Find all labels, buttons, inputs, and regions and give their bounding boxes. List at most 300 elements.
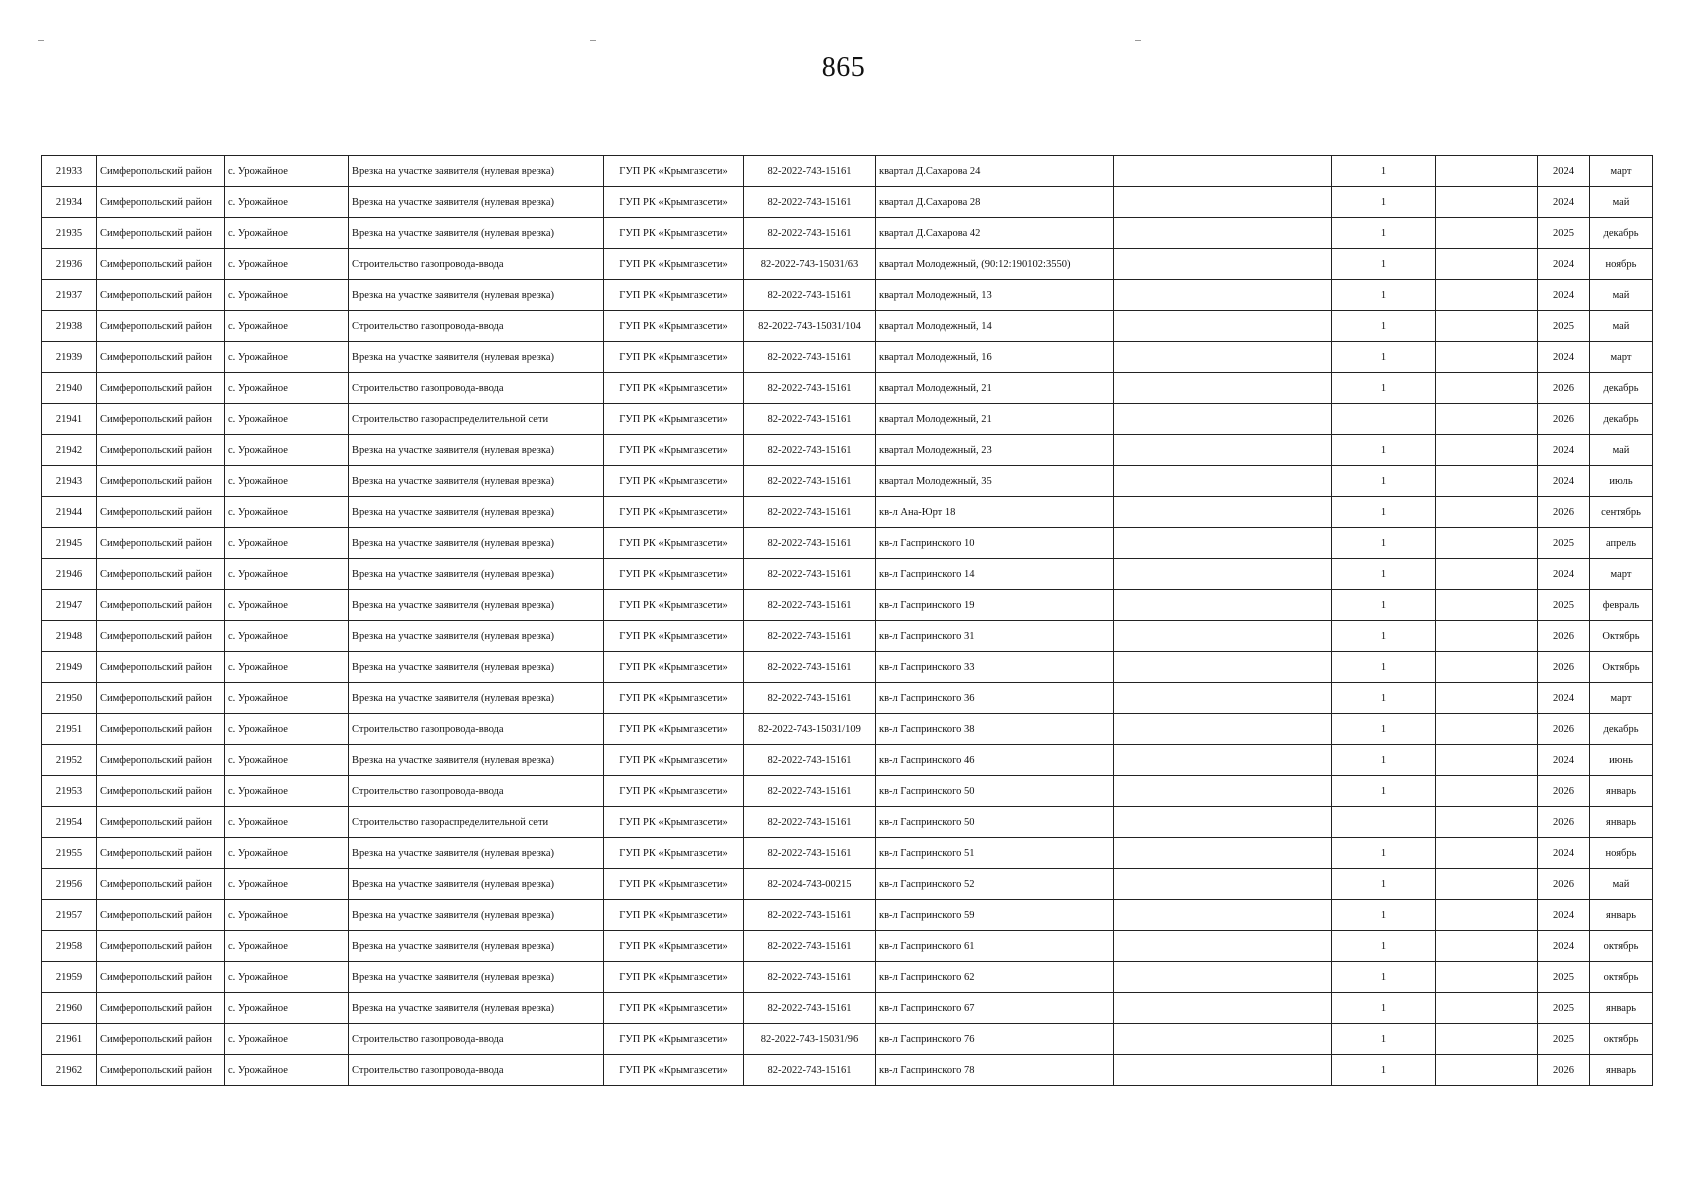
table-row (42, 993, 1653, 1024)
district-cell: Симферопольский район (97, 435, 225, 466)
organization-cell: ГУП РК «Крымгазсети» (604, 590, 744, 621)
address-cell: квартал Д.Сахарова 24 (876, 156, 1114, 187)
row-number: 21957 (42, 900, 97, 931)
quantity-cell: 1 (1332, 714, 1436, 745)
year-cell: 2026 (1538, 807, 1590, 838)
address-cell: кв-л Гаспринского 46 (876, 745, 1114, 776)
row-number: 21945 (42, 528, 97, 559)
address-cell: кв-л Гаспринского 50 (876, 776, 1114, 807)
year-cell: 2025 (1538, 962, 1590, 993)
quantity-cell: 1 (1332, 497, 1436, 528)
organization-cell: ГУП РК «Крымгазсети» (604, 807, 744, 838)
organization-cell: ГУП РК «Крымгазсети» (604, 218, 744, 249)
empty-cell (1436, 900, 1538, 931)
program-code-cell: 82-2022-743-15161 (744, 590, 876, 621)
empty-cell (1114, 590, 1332, 621)
village-cell: с. Урожайное (225, 373, 349, 404)
program-code-cell: 82-2022-743-15161 (744, 900, 876, 931)
address-cell: кв-л Гаспринского 76 (876, 1024, 1114, 1055)
district-cell: Симферопольский район (97, 745, 225, 776)
year-cell: 2025 (1538, 1024, 1590, 1055)
quantity-cell (1332, 404, 1436, 435)
district-cell: Симферопольский район (97, 528, 225, 559)
row-number: 21940 (42, 373, 97, 404)
work-type-cell: Врезка на участке заявителя (нулевая врезка) (349, 621, 604, 652)
organization-cell: ГУП РК «Крымгазсети» (604, 404, 744, 435)
district-cell: Симферопольский район (97, 652, 225, 683)
table-row (42, 1024, 1653, 1055)
organization-cell: ГУП РК «Крымгазсети» (604, 280, 744, 311)
empty-cell (1436, 590, 1538, 621)
year-cell: 2026 (1538, 404, 1590, 435)
table-body (42, 156, 1653, 1086)
year-cell: 2024 (1538, 838, 1590, 869)
empty-cell (1114, 342, 1332, 373)
district-cell: Симферопольский район (97, 714, 225, 745)
empty-cell (1114, 745, 1332, 776)
row-number: 21938 (42, 311, 97, 342)
year-cell: 2025 (1538, 993, 1590, 1024)
program-code-cell: 82-2022-743-15161 (744, 435, 876, 466)
quantity-cell: 1 (1332, 373, 1436, 404)
month-cell: январь (1590, 807, 1653, 838)
village-cell: с. Урожайное (225, 1055, 349, 1086)
district-cell: Симферопольский район (97, 993, 225, 1024)
empty-cell (1114, 621, 1332, 652)
scan-speck (38, 40, 44, 41)
address-cell: квартал Молодежный, 21 (876, 404, 1114, 435)
village-cell: с. Урожайное (225, 621, 349, 652)
empty-cell (1436, 931, 1538, 962)
address-cell: кв-л Гаспринского 62 (876, 962, 1114, 993)
month-cell: декабрь (1590, 404, 1653, 435)
district-cell: Симферопольский район (97, 590, 225, 621)
district-cell: Симферопольский район (97, 218, 225, 249)
address-cell: кв-л Гаспринского 38 (876, 714, 1114, 745)
organization-cell: ГУП РК «Крымгазсети» (604, 497, 744, 528)
work-type-cell: Врезка на участке заявителя (нулевая врезка) (349, 683, 604, 714)
table-row (42, 621, 1653, 652)
work-type-cell: Врезка на участке заявителя (нулевая врезка) (349, 528, 604, 559)
row-number: 21948 (42, 621, 97, 652)
quantity-cell: 1 (1332, 993, 1436, 1024)
work-type-cell: Строительство газопровода-ввода (349, 714, 604, 745)
year-cell: 2026 (1538, 497, 1590, 528)
empty-cell (1114, 435, 1332, 466)
registry-table (41, 155, 1653, 1086)
village-cell: с. Урожайное (225, 745, 349, 776)
district-cell: Симферопольский район (97, 280, 225, 311)
year-cell: 2024 (1538, 249, 1590, 280)
program-code-cell: 82-2022-743-15161 (744, 683, 876, 714)
program-code-cell: 82-2022-743-15161 (744, 931, 876, 962)
village-cell: с. Урожайное (225, 838, 349, 869)
year-cell: 2024 (1538, 280, 1590, 311)
work-type-cell: Врезка на участке заявителя (нулевая врезка) (349, 745, 604, 776)
work-type-cell: Строительство газораспределительной сети (349, 404, 604, 435)
district-cell: Симферопольский район (97, 869, 225, 900)
month-cell: март (1590, 559, 1653, 590)
row-number: 21935 (42, 218, 97, 249)
program-code-cell: 82-2022-743-15161 (744, 745, 876, 776)
address-cell: кв-л Гаспринского 31 (876, 621, 1114, 652)
empty-cell (1436, 652, 1538, 683)
organization-cell: ГУП РК «Крымгазсети» (604, 900, 744, 931)
month-cell: Октябрь (1590, 621, 1653, 652)
table-row (42, 528, 1653, 559)
work-type-cell: Врезка на участке заявителя (нулевая врезка) (349, 218, 604, 249)
empty-cell (1436, 156, 1538, 187)
table-row (42, 869, 1653, 900)
program-code-cell: 82-2022-743-15031/96 (744, 1024, 876, 1055)
district-cell: Симферопольский район (97, 497, 225, 528)
work-type-cell: Строительство газопровода-ввода (349, 373, 604, 404)
district-cell: Симферопольский район (97, 249, 225, 280)
empty-cell (1114, 962, 1332, 993)
organization-cell: ГУП РК «Крымгазсети» (604, 962, 744, 993)
quantity-cell (1332, 807, 1436, 838)
quantity-cell: 1 (1332, 931, 1436, 962)
quantity-cell: 1 (1332, 249, 1436, 280)
quantity-cell: 1 (1332, 900, 1436, 931)
empty-cell (1436, 559, 1538, 590)
month-cell: октябрь (1590, 962, 1653, 993)
village-cell: с. Урожайное (225, 869, 349, 900)
year-cell: 2024 (1538, 187, 1590, 218)
row-number: 21955 (42, 838, 97, 869)
village-cell: с. Урожайное (225, 497, 349, 528)
organization-cell: ГУП РК «Крымгазсети» (604, 621, 744, 652)
row-number: 21944 (42, 497, 97, 528)
month-cell: май (1590, 311, 1653, 342)
village-cell: с. Урожайное (225, 559, 349, 590)
table-row (42, 218, 1653, 249)
page-number: 865 (821, 52, 866, 83)
quantity-cell: 1 (1332, 1055, 1436, 1086)
address-cell: квартал Молодежный, 23 (876, 435, 1114, 466)
table-row (42, 652, 1653, 683)
village-cell: с. Урожайное (225, 342, 349, 373)
program-code-cell: 82-2022-743-15161 (744, 1055, 876, 1086)
address-cell: квартал Молодежный, 35 (876, 466, 1114, 497)
empty-cell (1114, 373, 1332, 404)
scan-speck (590, 40, 596, 41)
empty-cell (1436, 497, 1538, 528)
village-cell: с. Урожайное (225, 528, 349, 559)
empty-cell (1436, 838, 1538, 869)
year-cell: 2024 (1538, 931, 1590, 962)
village-cell: с. Урожайное (225, 466, 349, 497)
work-type-cell: Врезка на участке заявителя (нулевая врезка) (349, 187, 604, 218)
empty-cell (1436, 280, 1538, 311)
village-cell: с. Урожайное (225, 1024, 349, 1055)
program-code-cell: 82-2022-743-15161 (744, 280, 876, 311)
empty-cell (1436, 311, 1538, 342)
work-type-cell: Врезка на участке заявителя (нулевая врезка) (349, 559, 604, 590)
table-row (42, 435, 1653, 466)
table-row (42, 900, 1653, 931)
village-cell: с. Урожайное (225, 311, 349, 342)
work-type-cell: Строительство газопровода-ввода (349, 249, 604, 280)
district-cell: Симферопольский район (97, 311, 225, 342)
table-row (42, 404, 1653, 435)
organization-cell: ГУП РК «Крымгазсети» (604, 311, 744, 342)
month-cell: декабрь (1590, 218, 1653, 249)
month-cell: декабрь (1590, 373, 1653, 404)
quantity-cell: 1 (1332, 218, 1436, 249)
work-type-cell: Строительство газораспределительной сети (349, 807, 604, 838)
empty-cell (1114, 652, 1332, 683)
address-cell: квартал Молодежный, 13 (876, 280, 1114, 311)
empty-cell (1114, 900, 1332, 931)
table-row (42, 745, 1653, 776)
empty-cell (1114, 869, 1332, 900)
program-code-cell: 82-2022-743-15161 (744, 807, 876, 838)
table-row (42, 466, 1653, 497)
empty-cell (1436, 714, 1538, 745)
table-row (42, 931, 1653, 962)
village-cell: с. Урожайное (225, 807, 349, 838)
table-row (42, 373, 1653, 404)
empty-cell (1114, 249, 1332, 280)
organization-cell: ГУП РК «Крымгазсети» (604, 931, 744, 962)
address-cell: квартал Молодежный, 21 (876, 373, 1114, 404)
empty-cell (1114, 776, 1332, 807)
table-row (42, 559, 1653, 590)
empty-cell (1114, 838, 1332, 869)
table-row (42, 714, 1653, 745)
quantity-cell: 1 (1332, 528, 1436, 559)
district-cell: Симферопольский район (97, 900, 225, 931)
year-cell: 2026 (1538, 1055, 1590, 1086)
organization-cell: ГУП РК «Крымгазсети» (604, 745, 744, 776)
work-type-cell: Врезка на участке заявителя (нулевая врезка) (349, 342, 604, 373)
work-type-cell: Врезка на участке заявителя (нулевая врезка) (349, 838, 604, 869)
empty-cell (1436, 218, 1538, 249)
year-cell: 2026 (1538, 776, 1590, 807)
row-number: 21958 (42, 931, 97, 962)
village-cell: с. Урожайное (225, 683, 349, 714)
village-cell: с. Урожайное (225, 962, 349, 993)
empty-cell (1114, 404, 1332, 435)
quantity-cell: 1 (1332, 559, 1436, 590)
empty-cell (1436, 1055, 1538, 1086)
quantity-cell: 1 (1332, 187, 1436, 218)
village-cell: с. Урожайное (225, 435, 349, 466)
row-number: 21943 (42, 466, 97, 497)
empty-cell (1436, 466, 1538, 497)
month-cell: май (1590, 435, 1653, 466)
address-cell: квартал Д.Сахарова 42 (876, 218, 1114, 249)
work-type-cell: Строительство газопровода-ввода (349, 1055, 604, 1086)
district-cell: Симферопольский район (97, 404, 225, 435)
row-number: 21962 (42, 1055, 97, 1086)
row-number: 21959 (42, 962, 97, 993)
month-cell: июнь (1590, 745, 1653, 776)
row-number: 21950 (42, 683, 97, 714)
address-cell: кв-л Гаспринского 33 (876, 652, 1114, 683)
table-row (42, 156, 1653, 187)
month-cell: январь (1590, 1055, 1653, 1086)
organization-cell: ГУП РК «Крымгазсети» (604, 869, 744, 900)
program-code-cell: 82-2022-743-15161 (744, 528, 876, 559)
row-number: 21954 (42, 807, 97, 838)
row-number: 21956 (42, 869, 97, 900)
month-cell: ноябрь (1590, 838, 1653, 869)
work-type-cell: Врезка на участке заявителя (нулевая врезка) (349, 280, 604, 311)
empty-cell (1436, 187, 1538, 218)
row-number: 21933 (42, 156, 97, 187)
empty-cell (1436, 745, 1538, 776)
village-cell: с. Урожайное (225, 900, 349, 931)
program-code-cell: 82-2022-743-15161 (744, 962, 876, 993)
quantity-cell: 1 (1332, 745, 1436, 776)
month-cell: сентябрь (1590, 497, 1653, 528)
work-type-cell: Врезка на участке заявителя (нулевая врезка) (349, 900, 604, 931)
village-cell: с. Урожайное (225, 776, 349, 807)
row-number: 21952 (42, 745, 97, 776)
empty-cell (1114, 559, 1332, 590)
village-cell: с. Урожайное (225, 156, 349, 187)
year-cell: 2025 (1538, 528, 1590, 559)
village-cell: с. Урожайное (225, 404, 349, 435)
month-cell: март (1590, 683, 1653, 714)
year-cell: 2024 (1538, 745, 1590, 776)
row-number: 21949 (42, 652, 97, 683)
program-code-cell: 82-2022-743-15161 (744, 342, 876, 373)
district-cell: Симферопольский район (97, 838, 225, 869)
empty-cell (1436, 342, 1538, 373)
district-cell: Симферопольский район (97, 621, 225, 652)
district-cell: Симферопольский район (97, 373, 225, 404)
table-row (42, 280, 1653, 311)
row-number: 21942 (42, 435, 97, 466)
address-cell: кв-л Гаспринского 59 (876, 900, 1114, 931)
village-cell: с. Урожайное (225, 187, 349, 218)
program-code-cell: 82-2022-743-15031/104 (744, 311, 876, 342)
empty-cell (1114, 218, 1332, 249)
month-cell: март (1590, 342, 1653, 373)
row-number: 21951 (42, 714, 97, 745)
table-row (42, 838, 1653, 869)
empty-cell (1436, 776, 1538, 807)
organization-cell: ГУП РК «Крымгазсети» (604, 249, 744, 280)
empty-cell (1436, 404, 1538, 435)
quantity-cell: 1 (1332, 590, 1436, 621)
program-code-cell: 82-2024-743-00215 (744, 869, 876, 900)
row-number: 21946 (42, 559, 97, 590)
work-type-cell: Врезка на участке заявителя (нулевая врезка) (349, 993, 604, 1024)
program-code-cell: 82-2022-743-15031/63 (744, 249, 876, 280)
address-cell: кв-л Гаспринского 36 (876, 683, 1114, 714)
program-code-cell: 82-2022-743-15161 (744, 187, 876, 218)
quantity-cell: 1 (1332, 776, 1436, 807)
empty-cell (1436, 807, 1538, 838)
month-cell: май (1590, 187, 1653, 218)
program-code-cell: 82-2022-743-15161 (744, 466, 876, 497)
table-row (42, 776, 1653, 807)
empty-cell (1114, 683, 1332, 714)
district-cell: Симферопольский район (97, 807, 225, 838)
month-cell: февраль (1590, 590, 1653, 621)
table-row (42, 807, 1653, 838)
row-number: 21934 (42, 187, 97, 218)
quantity-cell: 1 (1332, 435, 1436, 466)
address-cell: кв-л Гаспринского 67 (876, 993, 1114, 1024)
table-row (42, 1055, 1653, 1086)
district-cell: Симферопольский район (97, 187, 225, 218)
empty-cell (1114, 311, 1332, 342)
work-type-cell: Врезка на участке заявителя (нулевая врезка) (349, 156, 604, 187)
empty-cell (1114, 931, 1332, 962)
year-cell: 2025 (1538, 311, 1590, 342)
work-type-cell: Строительство газопровода-ввода (349, 311, 604, 342)
address-cell: кв-л Гаспринского 52 (876, 869, 1114, 900)
program-code-cell: 82-2022-743-15161 (744, 404, 876, 435)
village-cell: с. Урожайное (225, 249, 349, 280)
program-code-cell: 82-2022-743-15161 (744, 621, 876, 652)
row-number: 21937 (42, 280, 97, 311)
table-row (42, 590, 1653, 621)
empty-cell (1436, 1024, 1538, 1055)
row-number: 21936 (42, 249, 97, 280)
address-cell: кв-л Гаспринского 10 (876, 528, 1114, 559)
organization-cell: ГУП РК «Крымгазсети» (604, 776, 744, 807)
quantity-cell: 1 (1332, 838, 1436, 869)
empty-cell (1114, 280, 1332, 311)
empty-cell (1436, 962, 1538, 993)
table-row (42, 311, 1653, 342)
program-code-cell: 82-2022-743-15161 (744, 497, 876, 528)
district-cell: Симферопольский район (97, 342, 225, 373)
year-cell: 2024 (1538, 466, 1590, 497)
quantity-cell: 1 (1332, 621, 1436, 652)
program-code-cell: 82-2022-743-15161 (744, 156, 876, 187)
year-cell: 2025 (1538, 218, 1590, 249)
program-code-cell: 82-2022-743-15031/109 (744, 714, 876, 745)
quantity-cell: 1 (1332, 683, 1436, 714)
village-cell: с. Урожайное (225, 993, 349, 1024)
empty-cell (1436, 869, 1538, 900)
year-cell: 2026 (1538, 621, 1590, 652)
empty-cell (1436, 528, 1538, 559)
month-cell: октябрь (1590, 931, 1653, 962)
district-cell: Симферопольский район (97, 931, 225, 962)
month-cell: январь (1590, 993, 1653, 1024)
district-cell: Симферопольский район (97, 1055, 225, 1086)
organization-cell: ГУП РК «Крымгазсети» (604, 342, 744, 373)
work-type-cell: Врезка на участке заявителя (нулевая врезка) (349, 466, 604, 497)
month-cell: декабрь (1590, 714, 1653, 745)
month-cell: январь (1590, 776, 1653, 807)
month-cell: июль (1590, 466, 1653, 497)
organization-cell: ГУП РК «Крымгазсети» (604, 838, 744, 869)
address-cell: кв-л Гаспринского 78 (876, 1055, 1114, 1086)
year-cell: 2026 (1538, 652, 1590, 683)
month-cell: май (1590, 869, 1653, 900)
month-cell: октябрь (1590, 1024, 1653, 1055)
organization-cell: ГУП РК «Крымгазсети» (604, 714, 744, 745)
quantity-cell: 1 (1332, 342, 1436, 373)
empty-cell (1114, 156, 1332, 187)
table-row (42, 962, 1653, 993)
village-cell: с. Урожайное (225, 218, 349, 249)
empty-cell (1114, 466, 1332, 497)
program-code-cell: 82-2022-743-15161 (744, 373, 876, 404)
empty-cell (1436, 683, 1538, 714)
empty-cell (1114, 187, 1332, 218)
month-cell: апрель (1590, 528, 1653, 559)
